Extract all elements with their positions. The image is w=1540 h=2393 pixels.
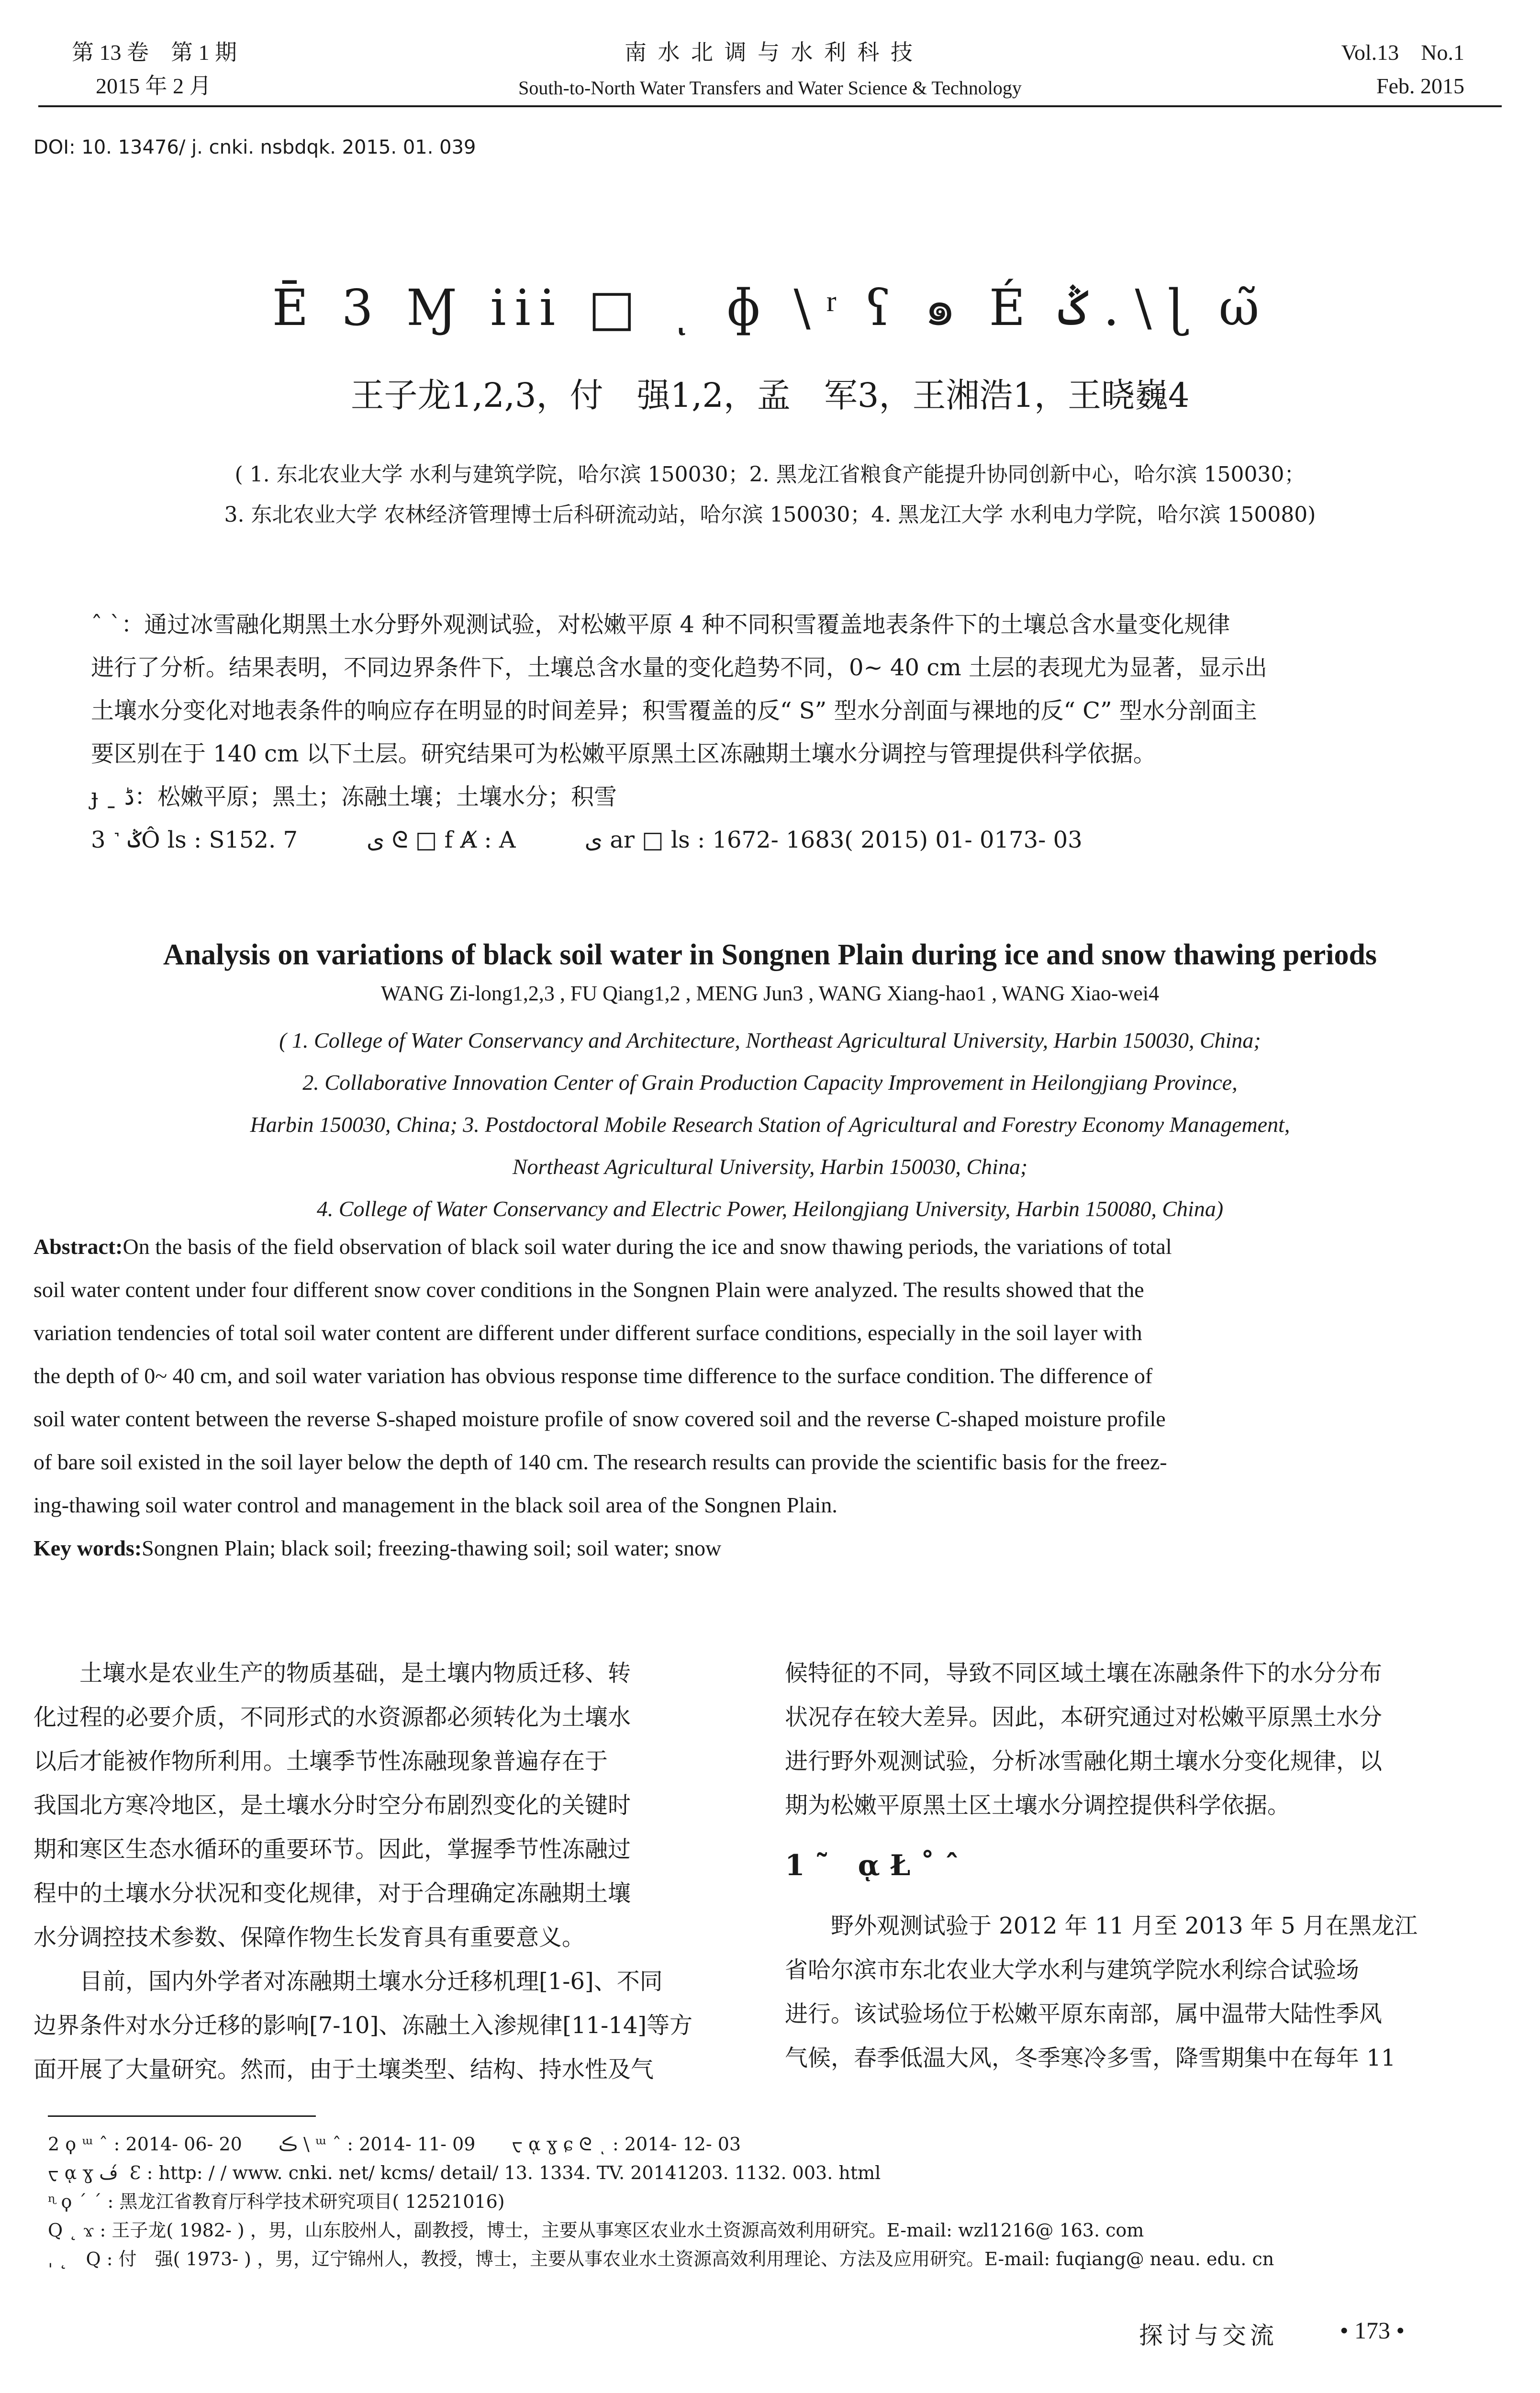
keywords-zh-label: ɟ ˍ ڈ — [91, 783, 135, 810]
body-line: 进行野外观测试验，分析冰雪融化期土壤水分变化规律，以 — [785, 1748, 1383, 1775]
body-line: 程中的土壤水分状况和变化规律，对于合理确定冻融期土壤 — [33, 1880, 631, 1907]
affiliation-en-line: ( 1. College of Water Conservancy and Architecture, Northeast Agricultural University, Harbin 150030, China; — [279, 1028, 1261, 1052]
abstract-en-line: soil water content between the reverse S-shaped moisture profile of snow covered soil and the reverse C-shaped moisture profile — [33, 1407, 1166, 1431]
affiliations-zh — [72, 455, 1468, 535]
abstract-en-line: variation tendencies of total soil water content are different under different surface conditions, especially in the soil layer with — [33, 1320, 1142, 1345]
footnote-url: ᠸ ᾳ ɣ ف ́ Ɛ : http: / / www. cnki. net/ kcms/ detail/ 13. 1334. TV. 20141203. 1132. 003. html — [48, 2162, 881, 2183]
body-line: 状况存在较大差异。因此，本研究通过对松嫩平原黑土水分 — [785, 1704, 1383, 1731]
abstract-zh-line: ：通过冰雪融化期黑土水分野外观测试验，对松嫩平原 4 种不同积雪覆盖地表条件下的土壤总含水量变化规律 — [121, 611, 1230, 638]
footer-section: 探讨与交流 — [1139, 2322, 1278, 2349]
keywords-zh: ：松嫩平原；黑土；冻融土壤；土壤水分；积雪 — [134, 783, 617, 810]
footnotes — [48, 2130, 1484, 2273]
journal-name-en: South-to-North Water Transfers and Water Science & Technology — [518, 77, 1022, 99]
header-rule — [38, 105, 1502, 107]
body-line: 期为松嫩平原黑土区土壤水分调控提供科学依据。 — [785, 1792, 1291, 1819]
page-number: • 173 • — [1340, 2317, 1405, 2344]
journal-vol-no: Vol.13 No.1 — [1341, 40, 1464, 65]
body-line: 以后才能被作物所利用。土壤季节性冻融现象普遍存在于 — [33, 1748, 608, 1775]
abstract-en-line: the depth of 0~ 40 cm, and soil water variation has obvious response time difference to the surface condition. The difference of — [33, 1364, 1153, 1388]
section-heading: 1 ˜ ᾳ Ł ˚ ˆ — [785, 1849, 960, 1882]
abstract-zh-label: ˆ ˋ — [91, 611, 122, 638]
body-line: 期和寒区生态水循环的重要环节。因此，掌握季节性冻融过 — [33, 1836, 631, 1863]
journal-date-en: Feb. 2015 — [1376, 74, 1464, 98]
body-line: 气候，春季低温大风，冬季寒冷多雪，降雪期集中在每年 11 — [785, 2045, 1396, 2071]
abstract-zh — [91, 603, 1479, 861]
affiliation-en-line: Northeast Agricultural University, Harbin 150030, China; — [512, 1154, 1028, 1179]
body-line: 水分调控技术参数、保障作物生长发育具有重要意义。 — [33, 1924, 585, 1951]
body-line: 化过程的必要介质，不同形式的水资源都必须转化为土壤水 — [33, 1704, 631, 1731]
abstract-en-line: of bare soil existed in the soil layer below the depth of 140 cm. The research results can provide the scientific basis for the freez- — [33, 1450, 1167, 1474]
body-line: 野外观测试验于 2012 年 11 月至 2013 年 5 月在黑龙江 — [785, 1912, 1417, 1939]
keywords-en-label: Key words: — [33, 1536, 142, 1560]
body-line: 进行。该试验场位于松嫩平原东南部，属中温带大陆性季风 — [785, 2001, 1383, 2027]
journal-volume: 第 13 卷 第 1 期 — [72, 40, 237, 65]
body-line: 边界条件对水分迁移的影响[7-10]、冻融土入渗规律[11-14]等方 — [33, 2012, 693, 2039]
affiliation-line: ( 1. 东北农业大学 水利与建筑学院，哈尔滨 150030；2. 黑龙江省粮食产能提升协同创新中心，哈尔滨 150030； — [234, 462, 1306, 487]
body-right-column — [785, 1651, 1484, 2080]
footnote-author-bio: Q ˛ ϫ : 王子龙( 1982- ) ，男，山东胶州人，副教授，博士，主要从事寒区农业水土资源高效利用研究。E-mail: wzl1216@ 163. com — [48, 2220, 1144, 2241]
abstract-en-line: On the basis of the field observation of black soil water during the ice and snow thawing periods, the variations of total — [123, 1234, 1172, 1259]
footnote-dates: 2 ϙ ᵚ ˆ : 2014- 06- 20 ڪ \ ᵚ ˆ : 2014- 11- 09 ᠸ ᾳ ɣ ɕ ᘓ ͺ : 2014- 12- 03 — [48, 2134, 741, 2155]
body-line: 省哈尔滨市东北农业大学水利与建筑学院水利综合试验场 — [785, 1957, 1360, 1983]
title-en: Analysis on variations of black soil water in Songnen Plain during ice and snow thawing periods — [163, 939, 1377, 971]
abstract-zh-line: 要区别在于 140 cm 以下土层。研究结果可为松嫩平原黑土区冻融期土壤水分调控与管理提供科学依据。 — [91, 740, 1156, 767]
abstract-en-label: Abstract: — [33, 1234, 123, 1259]
body-line: 土壤水是农业生产的物质基础，是土壤内物质迁移、转 — [33, 1660, 631, 1687]
doi: DOI: 10. 13476/ j. cnki. nsbdqk. 2015. 01. 039 — [33, 136, 476, 158]
body-line: 候特征的不同，导致不同区域土壤在冻融条件下的水分分布 — [785, 1660, 1383, 1687]
affiliation-en-line: Harbin 150030, China; 3. Postdoctoral Mobile Research Station of Agricultural and Forestry Economy Management, — [250, 1112, 1290, 1137]
body-line: 我国北方寒冷地区，是土壤水分时空分布剧烈变化的关键时 — [33, 1792, 631, 1819]
body-line: 目前，国内外学者对冻融期土壤水分迁移机理[1-6]、不同 — [33, 1968, 663, 1995]
body-line: 面开展了大量研究。然而，由于土壤类型、结构、持水性及气 — [33, 2056, 654, 2083]
journal-name-zh: 南 水 北 调 与 水 利 科 技 — [625, 40, 915, 65]
affiliation-en-line: 2. Collaborative Innovation Center of Grain Production Capacity Improvement in Heilongjiang Province, — [302, 1070, 1238, 1095]
authors-en: WANG Zi-long1,2,3 , FU Qiang1,2 , MENG Jun3 , WANG Xiang-hao1 , WANG Xiao-wei4 — [380, 982, 1160, 1005]
title-zh: Ē 3 Ɱ iii □ ͺ ɸ \ ͬ ʕ ๑ É ݣ . \ ɭ ω̃ — [272, 279, 1268, 337]
affiliation-en-line: 4. College of Water Conservancy and Electric Power, Heilongjiang University, Harbin 150080, China) — [316, 1196, 1224, 1221]
abstract-en-line: ing-thawing soil water control and management in the black soil area of the Songnen Plain. — [33, 1493, 837, 1517]
abstract-zh-line: 进行了分析。结果表明，不同边界条件下，土壤总含水量的变化趋势不同，0~ 40 cm 土层的表现尤为显著，显示出 — [91, 654, 1268, 681]
footnote-rule — [48, 2115, 316, 2117]
abstract-en — [33, 1225, 1488, 1570]
abstract-en-line: soil water content under four different snow cover conditions in the Songnen Plain were analyzed. The results showed that the — [33, 1277, 1144, 1302]
abstract-zh-line: 土壤水分变化对地表条件的响应存在明显的时间差异；积雪覆盖的反“ S” 型水分剖面与裸地的反“ C” 型水分剖面主 — [91, 697, 1257, 724]
body-left-column — [33, 1651, 727, 2091]
classification-line: 3 ˺ ݣÔ ls : S152. 7 ى ᘓ □ f Ⱥ : A ى ar □ ls : 1672- 1683( 2015) 01- 0173- 03 — [91, 827, 1082, 853]
keywords-en: Songnen Plain; black soil; freezing-thawing soil; soil water; snow — [142, 1536, 722, 1560]
footnote-funding: ᶯ ϙ ˊ ˊ : 黑龙江省教育厅科学技术研究项目( 12521016) — [48, 2191, 505, 2212]
journal-date: 2015 年 2 月 — [96, 74, 212, 98]
affiliations-en — [48, 1019, 1492, 1230]
authors-zh: 王子龙1,2,3，付 强1,2，孟 军3，王湘浩1，王晓巍4 — [350, 376, 1190, 415]
affiliation-line: 3. 东北农业大学 农林经济管理博士后科研流动站，哈尔滨 150030；4. 黑龙江大学 水利电力学院，哈尔滨 150080) — [224, 503, 1316, 527]
footnote-corresponding-author: ˌ ˛ Q : 付 强( 1973- ) ，男，辽宁锦州人，教授，博士，主要从事农业水土资源高效利用理论、方法及应用研究。E-mail: fuqiang@ neau. edu. cn — [48, 2248, 1274, 2270]
